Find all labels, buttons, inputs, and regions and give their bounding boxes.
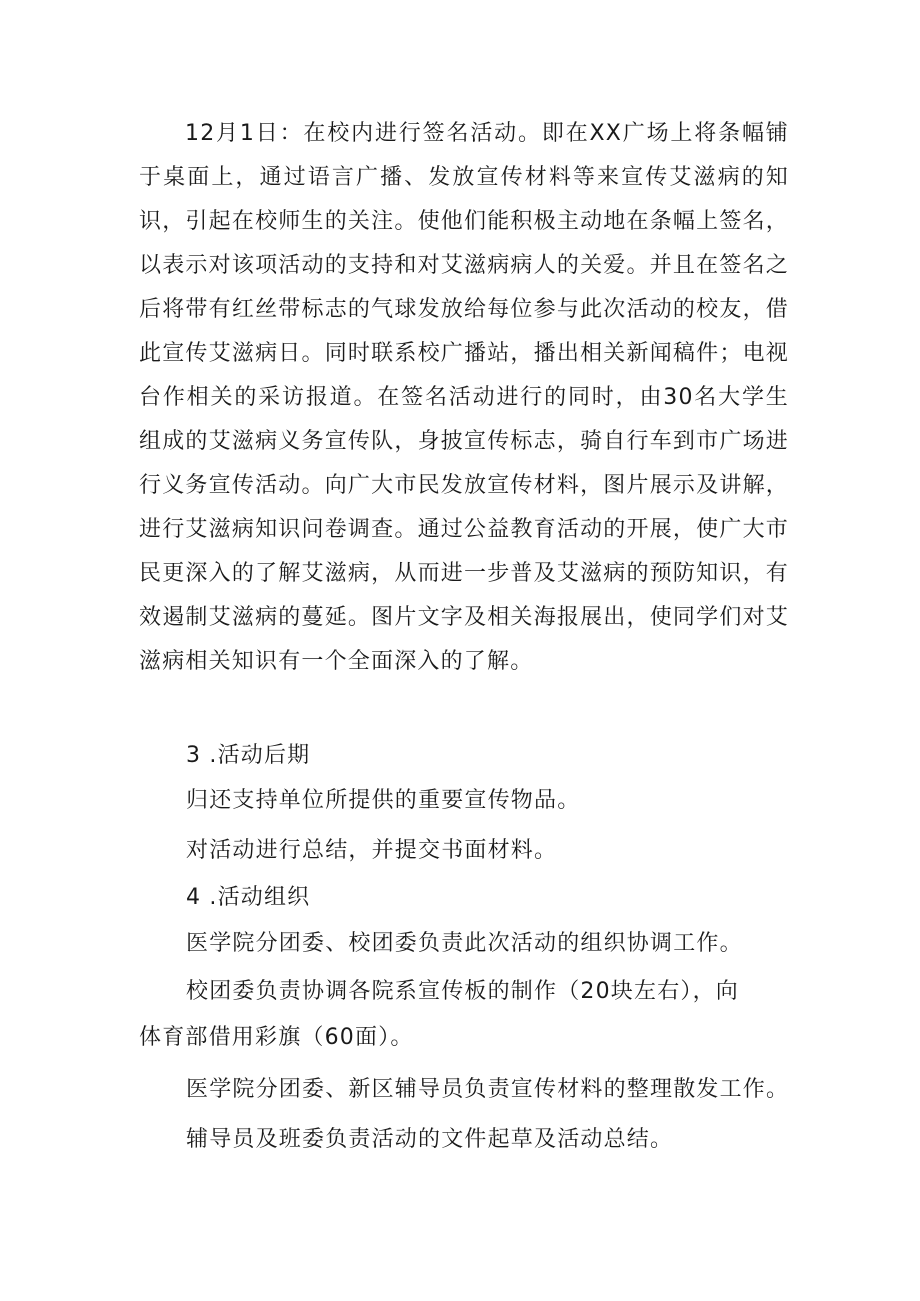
section4-item-4: 辅导员及班委负责活动的文件起草及活动总结。	[186, 1127, 674, 1152]
section4-item-3: 医学院分团委、新区辅导员负责宣传材料的整理散发工作。	[186, 1077, 790, 1102]
section4-heading: 4 .活动组织	[186, 885, 311, 910]
section4-item-2-line-1: 校团委负责协调各院系宣传板的制作（20块左右），向	[186, 979, 739, 1004]
section3-heading: 3 .活动后期	[186, 743, 311, 768]
section4-item-2-line-2: 体育部借用彩旗（60面）。	[139, 1025, 414, 1050]
main-paragraph: 12月1日：在校内进行签名活动。即在XX广场上将条幅铺于桌面上，通过语言广播、发放宣传材料等来宣传艾滋病的知识，引起在校师生的关注。使他们能积极主动地在条幅上签名，以表示对该项活动的支持和对艾滋病病人的关爱。并且在签名之后将带有红丝带标志的气球发放给每位参与此次活动的校友，借此宣传艾滋病日。同时联系校广播站，播出相关新闻稿件；电视台作相关的采访报道。在签名活动进行的同时，由30名大学生组成的艾滋病义务宣传队，身披宣传标志，骑自行车到市广场进行义务宣传活动。向广大市民发放宣传材料，图片展示及讲解，进行艾滋病知识问卷调查。通过公益教育活动的开展，使广大市民更深入的了解艾滋病，从而进一步普及艾滋病的预防知识，有效遏制艾滋病的蔓延。图片文字及相关海报展出，使同学们对艾滋病相关知识有一个全面深入的了解。	[139, 121, 789, 674]
section3-item-2: 对活动进行总结，并提交书面材料。	[186, 838, 558, 863]
section3-item-1: 归还支持单位所提供的重要宣传物品。	[186, 788, 581, 813]
section4-item-1: 医学院分团委、校团委负责此次活动的组织协调工作。	[186, 931, 743, 956]
